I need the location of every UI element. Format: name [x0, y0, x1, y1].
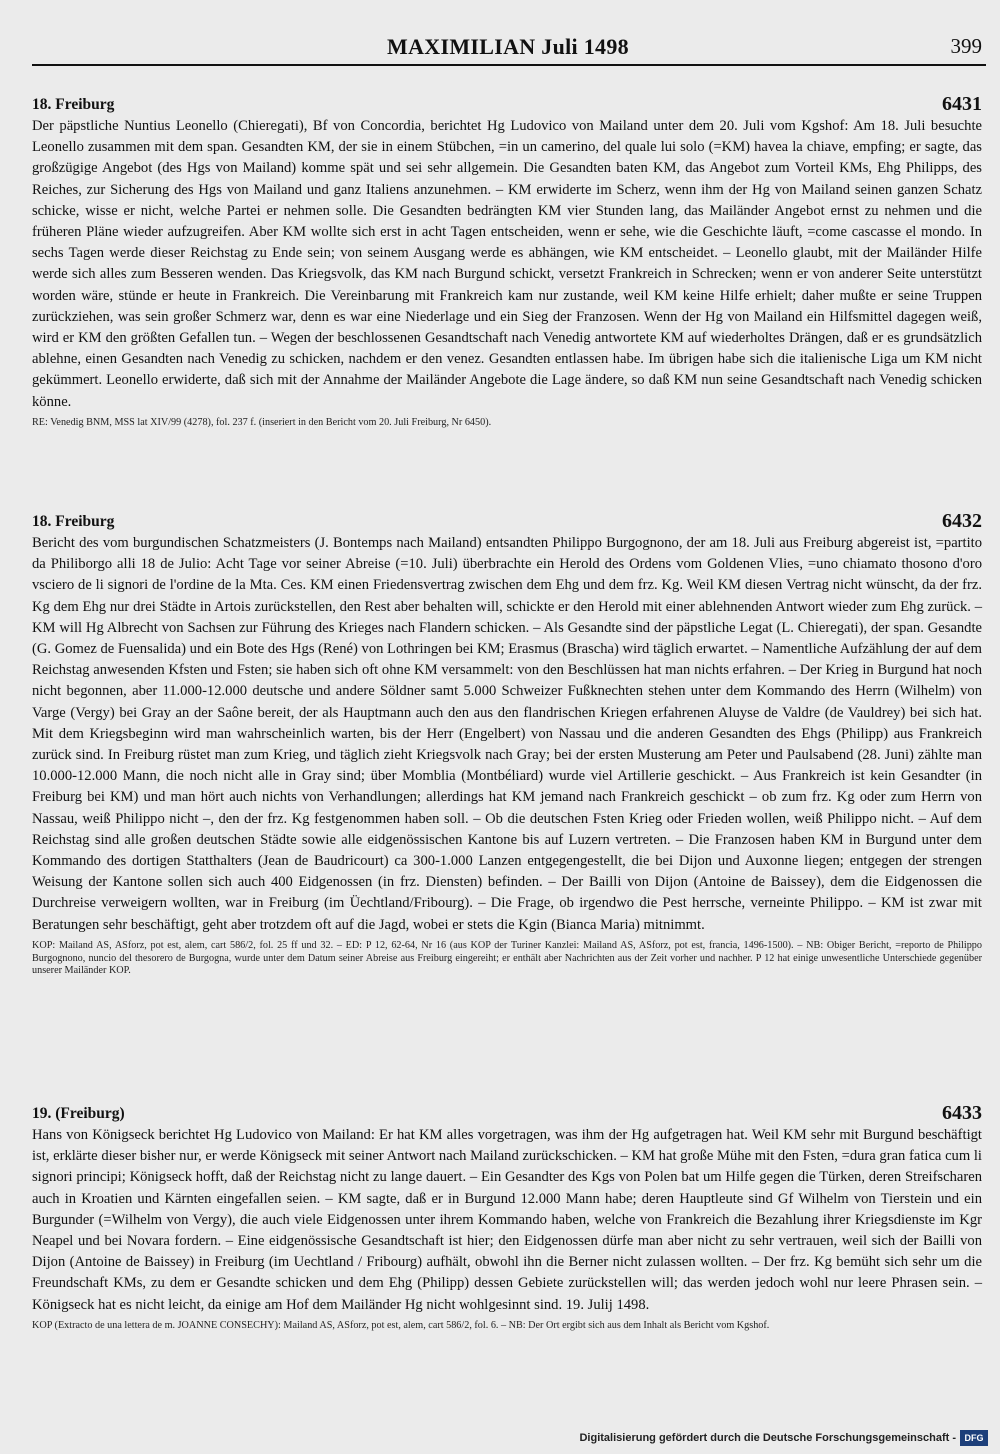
entry-source-note: KOP (Extracto de una lettera de m. JOANNE CONSECHY): Mailand AS, ASforz, pot est, alem, cart 586/2, fol. 6. – NB: Der Ort ergibt sich aus dem Inhalt als Bericht vom Kgshof.: [32, 1319, 770, 1331]
entry-text: Bericht des vom burgundischen Schatzmeisters (J. Bontemps nach Mailand) entsandten Philippo Burgognono, der am 18. Juli aus Freiburg abgereist ist, =partito da Philiborgo alli 18 de Julio: Acht Tage vor seiner Abreise (=10. Juli) überbrachte ein Herold des Ordens vom Goldenen Vlies, =uno chiamato thosono d'oro vsciero de li signori de l'ordine de la Mta. Ces. KM einen Friedensvertrag zwischen dem Ehg und dem frz. Kg. Weil KM diesen Vertrag nicht wünscht, da der frz. Kg dem Ehg nur drei Städte in Artois zurückstellen, den Rest aber behalten will, schickte er den Herold mit einer ablehnenden Antwort wieder zum Ehg zurück. – KM will Hg Albrecht von Sachsen zur Führung des Krieges nach Flandern schicken. – Als Gesandte sind der päpstliche Legat (L. Chieregati), der span. Gesandte (G. Gomez de Fuensalida) und ein Bote des Hgs (René) von Lothringen bei KM; Erasmus (Brascha) wird täglich erwartet. – Namentliche Aufzählung der auf dem Reichstag anwesenden Kfsten und Fsten; sie haben sich oft ohne KM versammelt: von den Beschlüssen hat man nichts erfahren. – Der Krieg in Burgund hat noch nicht begonnen, aber 11.000-12.000 deutsche und andere Söldner samt 5.000 Schweizer Fußknechten stehen unter dem Kommando des Herrn (Wilhelm) von Varge (Vergy) bei Gray an der Saône bereit, der als Hauptmann auch den aus den flandrischen Kriegen erfahrenen Aluyse de Valdre (de Vauldrey) bei sich hat. Mit dem Kriegsbeginn wird man wahrscheinlich warten, bis der Herr (Engelbert) von Nassau und die anderen Gesandten des Ehgs (Philipp) aus Frankreich zurück sind. In Freiburg rüstet man zum Krieg, und täglich zieht Kriegsvolk nach Gray; bei der ersten Musterung am Peter und Paulsabend (28. Juni) zählte man 10.000-12.000 Mann, die noch nicht alle in Gray sind; über Mombliа (Montbéliard) wurde viel Artillerie geschickt. – Aus Frankreich ist kein Gesandter (in Freiburg bei KM) und man hört auch nichts von Verhandlungen; allerdings hat KM jemand nach Frankreich geschickt – ob zum frz. Kg oder zum Herrn von Nassau, weiß Philippo nicht –, den der frz. Kg festgenommen haben soll. – Ob die deutschen Fsten Krieg oder Frieden wollen, weiß Philippo nicht. – Auf dem Reichstag sind alle großen deutschen Städte sowie alle eidgenössischen Kantone bis auf Luzern vertreten. – Die Franzosen haben KM in Burgund unter dem Kommando des dortigen Statthalters (Jean de Baudricourt) ca 300-1.000 Lanzen entgegengestellt, die bei Dijon und Auxonne liegen; entgegen der strengen Weisung der Kantone sollen sich auch 400 Eidgenossen (in frz. Diensten) befinden. – Der Bailli von Dijon (Antoine de Baissey), dem die Eidgenossen die Durchreise verweigern wollten, war in Freiburg (im Üechtland/Fribourg). – Die Frage, ob irgendwo die Pest herrsche, verneinte Philippo. – KM ist zwar mit Beratungen sehr beschäftigt, geht aber trotzdem oft auf die Jagd, wobei er stets die Kgin (Bianca Maria) mitnimmt.: [32, 535, 982, 933]
entry-number: 6431: [942, 93, 982, 115]
entry-6433: [32, 1101, 982, 1333]
entry-date-place: 19. (Freiburg): [32, 1105, 125, 1122]
dfg-logo-icon: DFG: [960, 1430, 988, 1446]
entry-source-note: RE: Venedig BNM, MSS lat XIV/99 (4278), fol. 237 f. (inseriert in den Bericht vom 20. Juli Freiburg, Nr 6450).: [32, 416, 492, 428]
entry-date-place: 18. Freiburg: [32, 513, 115, 530]
entry-heading: [32, 509, 982, 531]
entry-date-place: 18. Freiburg: [32, 96, 115, 113]
entry-6432: [32, 509, 982, 978]
entry-number: 6433: [942, 1102, 982, 1124]
entry-text: Hans von Königseck berichtet Hg Ludovico von Mailand: Er hat KM alles vorgetragen, was ihm der Hg aufgetragen hat. Weil KM sehr mit Burgund beschäftigt ist, erklärte dieser bisher nur, er werde Königseck mit seiner Antwort nach Mailand zurückschicken. – KM hat große Mühe mit den Fsten, =dura gran fatica cum li signori principi; Königseck hofft, daß der Reichstag nicht zu lange dauert. – Ein Gesandter des Kgs von Polen bat um Hilfe gegen die Türken, deren Streifscharen auch in Kroatien und Kärnten eingefallen seien. – KM sagte, daß er in Burgund 12.000 Mann habe; deren Hauptleute sind Gf Wilhelm von Tierstein und ein Burgunder (=Wilhelm von Vergy), die auch viele Eidgenossen unter ihrem Kommando haben, welche von Frankreich die Bezahlung ihrer Kriegsdienste im Kgr Neapel und bei Novara fordern. – Eine eidgenössische Gesandtschaft ist hier; den Eidgenossen dürfe man aber nicht zu sehr vertrauen, weil sich der Bailli von Dijon (Antoine de Baissey) in Freiburg (im Uechtland / Fribourg) aufhält, obwohl ihn die Berner nicht zulassen wollten. – Der frz. Kg bemüht sich sehr um die Freundschaft KMs, zu dem er Gesandte schicken und dem Ehg (Philipp) dessen Gebiete zurückstellen will; das werden jedoch wohl nur leere Phrasen sein. – Königseck hat es nicht leicht, da einige am Hof dem Mailänder Hg nicht wohlgesinnt sind. 19. Julij 1498.: [32, 1127, 982, 1313]
running-header: [32, 28, 984, 64]
digitization-credit: Digitalisierung gefördert durch die Deutsche Forschungsgemeinschaft -: [579, 1432, 956, 1444]
entry-text: Der päpstliche Nuntius Leonello (Chieregati), Bf von Concordia, berichtet Hg Ludovico von Mailand unter dem 20. Juli vom Kgshof: Am 18. Juli besuchte Leonello zusammen mit dem span. Gesandten KM, der sie in einem Stübchen, =in un camerino, del quale lui solo (=KM) havea la chiave, empfing; er sagte, das großzügige Angebot (des Hgs von Mailand) komme spät und sei sehr allgemein. Die Gesandten baten KM, das Angebot zum Vorteil KMs, Ehg Philipps, des Reiches, zur Sicherung des Hgs von Mailand und ganz Italiens anzunehmen. – KM erwiderte im Scherz, wenn ihm der Hg von Mailand seinen ganzen Schatz schicke, wisse er nicht, welche Partei er nehmen solle. Die Gesandten bedrängten KM vier Stunden lang, das Mailänder Angebot ernst zu nehmen und die früheren Pläne wieder aufzugreifen. Aber KM wollte sich erst in acht Tagen entscheiden, wenn er sehe, wie die Geschichte läuft, =come cascasse el mondo. In sechs Tagen werde dieser Reichstag zu Ende sein; von seinem Ausgang werde es abhängen, wie KM entscheidet. – Leonello glaubt, mit der Mailänder Hilfe werde sich alles zum Besseren wenden. Das Kriegsvolk, das KM nach Burgund schickt, versetzt Frankreich in Schrecken; wenn er von anderer Seite unterstützt worden wäre, stünde er heute in Frankreich. Die Vereinbarung mit Frankreich kam nur zustande, weil KM keine Hilfe erhielt; daher mußte er seine Truppen zurückziehen, was sein großer Schmerz war, denn es war eine Niederlage und ein Sieg der Franzosen. Wenn der Hg von Mailand ein Hilfsmittel dagegen weiß, wird er KM den größten Gefallen tun. – Wegen der beschlossenen Gesandtschaft nach Venedig antwortete KM auf wiederholtes Drängen, daß er es grundsätzlich ablehne, einen Gesandten nach Venedig zu schicken, nachdem er den venez. Gesandten entlassen habe. Im übrigen habe sich die italienische Liga um KM nicht gekümmert. Leonello erwiderte, daß sich mit der Annahme der Mailänder Angebote die Lage ändere, so daß KM nun seine Gesandtschaft nach Venedig schicken könne.: [32, 118, 982, 410]
running-title: MAXIMILIAN Juli 1498: [387, 34, 629, 59]
entry-heading: [32, 1101, 982, 1123]
header-rule: [32, 64, 986, 66]
entry-6431: [32, 92, 982, 430]
page-number: 399: [950, 34, 982, 58]
entry-number: 6432: [942, 510, 982, 532]
entry-source-note: KOP: Mailand AS, ASforz, pot est, alem, cart 586/2, fol. 25 ff und 32. – ED: P 12, 62-64, Nr 16 (aus KOP der Turiner Kanzlei: Mailand AS, ASforz, pot est, francia, 1496-1500). – NB: Obiger Bericht, =reporto de Philippo Burgognono, nuncio del thesorero de Burgogna, wurde unter dem Datum seiner Abreise aus Freiburg eingereiht; er enthält aber Nachrichten aus der Zeit vorher und nachher. P 12 hat einige unwesentliche Unterschiede gegenüber unserer Mailänder KOP.: [32, 939, 982, 977]
entry-heading: [32, 92, 982, 114]
